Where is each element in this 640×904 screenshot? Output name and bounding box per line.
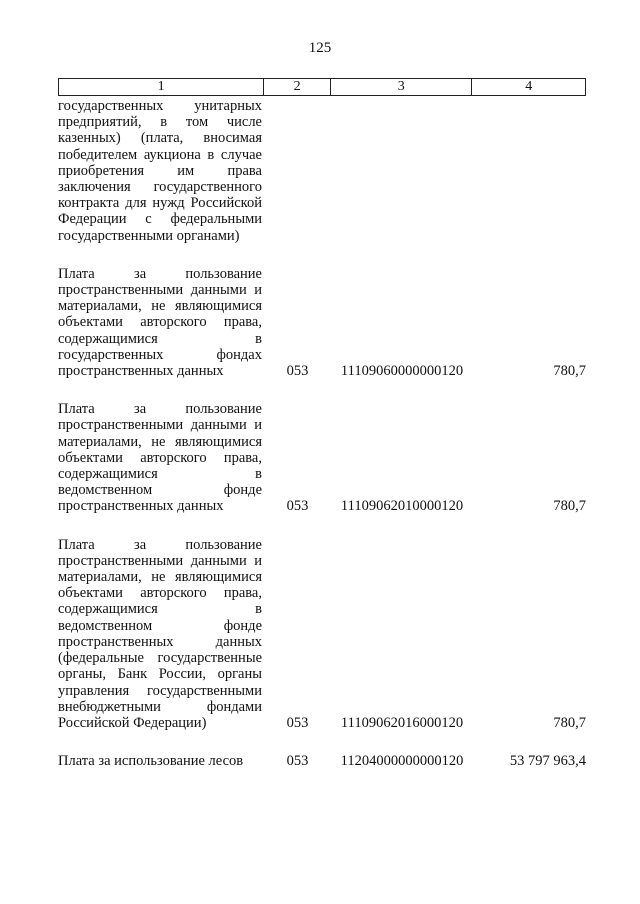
description-line: управления государственными (58, 682, 262, 699)
table-header (58, 78, 586, 96)
income-description (58, 401, 264, 514)
description-line: материалами, не являющимися (58, 569, 262, 586)
description-line: внебюджетными фондами (58, 698, 262, 715)
description-line: пространственных данных (58, 633, 262, 650)
description-line: материалами, не являющимися (58, 433, 262, 450)
admin-code: 053 (286, 498, 309, 515)
row-spacer (58, 515, 586, 537)
description-line: контракта для нужд Российской (58, 195, 262, 212)
description-line: содержащимися в (58, 601, 262, 618)
description-line: объектами авторского права, (58, 449, 262, 466)
description-line: государственными органами) (58, 227, 240, 244)
description-line: органы, Банк России, органы (58, 666, 262, 683)
table-row (58, 401, 586, 514)
income-description (58, 266, 264, 379)
row-spacer (58, 379, 586, 401)
table-row (58, 753, 586, 769)
page-number: 125 (308, 40, 332, 56)
description-line: государственных фондах (58, 346, 262, 363)
description-line: ведомственном фонде (58, 617, 262, 634)
description-line: пространственными данными и (58, 417, 262, 434)
table-row (58, 266, 586, 379)
description-line: победителем аукциона в случае (58, 146, 262, 163)
description-line: материалами, не являющимися (58, 298, 262, 315)
description-line: ведомственном фонде (58, 482, 262, 499)
description-line: Российской Федерации) (58, 714, 207, 731)
amount: 53 797 963,4 (509, 753, 586, 770)
kbk-code: 11109062010000120 (340, 498, 464, 515)
income-description (58, 753, 264, 769)
amount: 780,7 (553, 714, 586, 731)
description-line: предприятий, в том числе (58, 114, 262, 131)
description-line: Плата за пользование (58, 401, 262, 418)
description-line: приобретения им права (58, 162, 262, 179)
amount: 780,7 (553, 498, 586, 515)
description-line: содержащимися в (58, 466, 262, 483)
description-line: (федеральные государственные (58, 650, 262, 667)
admin-code: 053 (286, 753, 309, 770)
table-body (58, 98, 586, 769)
income-description (58, 537, 264, 731)
description-line: заключения государственного (58, 179, 262, 196)
header-col-3: 3 (331, 79, 472, 95)
amount: 780,7 (553, 363, 586, 380)
kbk-code: 11109060000000120 (340, 363, 464, 380)
kbk-code: 11109062016000120 (340, 714, 464, 731)
description-line: содержащимися в (58, 330, 262, 347)
description-line: объектами авторского права, (58, 314, 262, 331)
table-row (58, 537, 586, 731)
table-row (58, 98, 586, 244)
description-line: пространственными данными и (58, 552, 262, 569)
description-line: Плата за пользование (58, 536, 262, 553)
description-line: Плата за пользование (58, 265, 262, 282)
description-line: Плата за использование лесов (58, 753, 244, 770)
admin-code: 053 (286, 363, 309, 380)
description-line: пространственными данными и (58, 282, 262, 299)
row-spacer (58, 244, 586, 266)
header-col-4: 4 (525, 79, 533, 94)
description-line: государственных унитарных (58, 98, 262, 114)
income-description (58, 98, 264, 244)
description-line: казенных) (плата, вносимая (58, 130, 262, 147)
header-col-1: 1 (59, 79, 264, 95)
kbk-code: 11204000000000120 (340, 753, 464, 770)
header-col-2: 2 (264, 79, 331, 95)
description-line: пространственных данных (58, 363, 224, 380)
description-line: пространственных данных (58, 498, 224, 515)
description-line: объектами авторского права, (58, 585, 262, 602)
row-spacer (58, 731, 586, 753)
admin-code: 053 (286, 714, 309, 731)
description-line: Федерации с федеральными (58, 211, 262, 228)
